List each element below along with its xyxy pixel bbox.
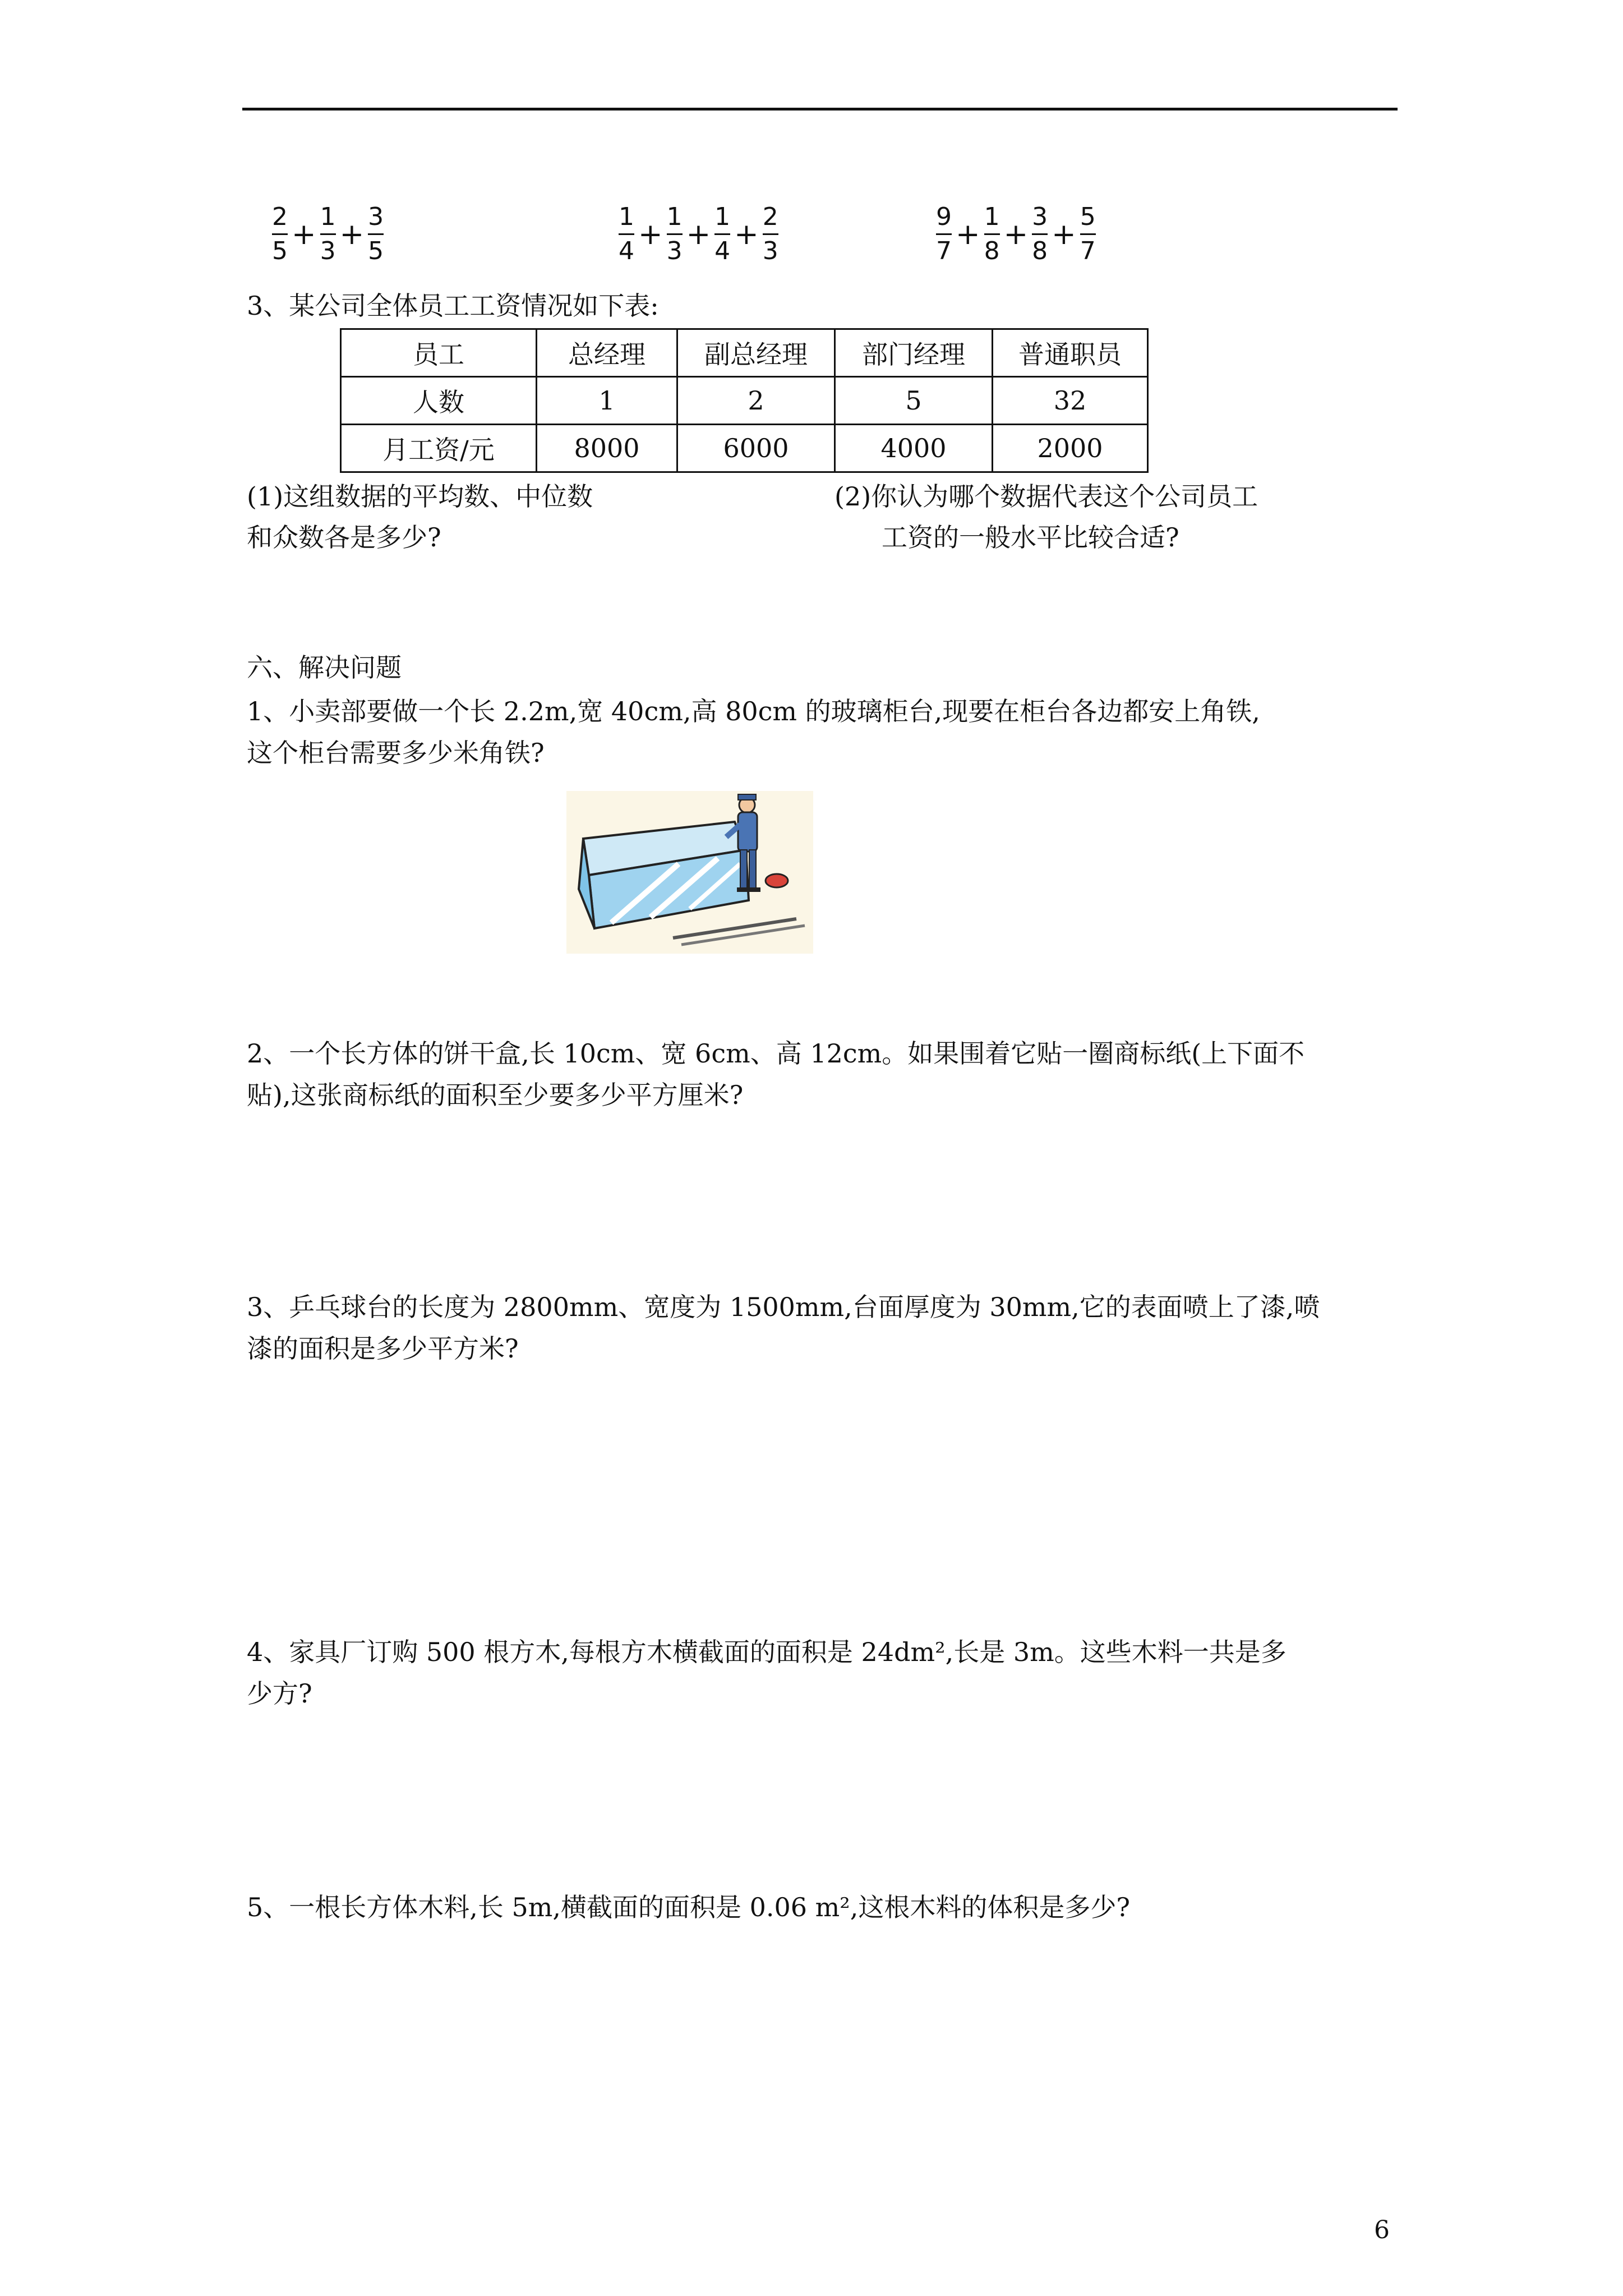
numerator: 1 (666, 203, 683, 231)
plus-sign: + (1003, 217, 1029, 251)
problem-4-line1: 4、家具厂订购 500 根方木,每根方木横截面的面积是 24dm²,长是 3m。这些木料一共是多 (247, 1637, 1287, 1667)
fraction (935, 203, 952, 265)
numerator: 9 (936, 203, 952, 231)
fraction-bar (667, 233, 683, 235)
fraction-bar (984, 233, 1000, 235)
fraction (714, 203, 731, 265)
problem-5-line1: 5、一根长方体木料,长 5m,横截面的面积是 0.06 m²,这根木料的体积是多少? (247, 1892, 1131, 1922)
table-cell: 8000 (537, 425, 677, 472)
denominator: 3 (762, 237, 778, 265)
fraction-bar (936, 233, 952, 235)
question-3-title: 3、某公司全体员工工资情况如下表: (247, 291, 659, 321)
page-number: 6 (1374, 2216, 1390, 2244)
denominator: 7 (936, 237, 952, 265)
fraction-bar (714, 233, 730, 235)
table-header-cell: 部门经理 (835, 329, 993, 377)
problem-2-line2: 贴),这张商标纸的面积至少要多少平方厘米? (247, 1080, 744, 1110)
plus-sign: + (1052, 217, 1076, 251)
plus-sign: + (339, 217, 365, 251)
fraction (1080, 203, 1096, 265)
table-cell: 人数 (341, 377, 537, 425)
plus-sign: + (292, 217, 316, 251)
denominator: 8 (984, 237, 1000, 265)
table-cell: 2000 (993, 425, 1148, 472)
numerator: 5 (1080, 203, 1096, 231)
table-row (341, 425, 1148, 472)
numerator: 1 (320, 203, 336, 231)
fraction-bar (763, 233, 778, 235)
denominator: 7 (1080, 237, 1096, 265)
denominator: 8 (1032, 237, 1048, 265)
table-cell: 6000 (677, 425, 835, 472)
fraction (1031, 203, 1048, 265)
fraction-bar (1032, 233, 1048, 235)
fraction-bar (1080, 233, 1096, 235)
numerator: 1 (619, 203, 634, 231)
fraction-bar (619, 233, 634, 235)
table-cell: 5 (835, 377, 993, 425)
fraction (666, 203, 683, 265)
table-header-cell: 总经理 (537, 329, 677, 377)
fraction (762, 203, 779, 265)
plus-sign: + (956, 217, 980, 251)
numerator: 2 (762, 203, 778, 231)
fraction (984, 203, 1000, 265)
numerator: 3 (368, 203, 384, 231)
table-header-row (341, 329, 1148, 377)
fraction-bar (368, 233, 384, 235)
problem-1-line1: 1、小卖部要做一个长 2.2m,宽 40cm,高 80cm 的玻璃柜台,现要在柜台各边都安上角铁, (247, 696, 1260, 726)
fraction (320, 203, 336, 265)
glass-counter-illustration (566, 791, 813, 954)
fraction-expression-2 (618, 203, 779, 265)
fraction (271, 203, 288, 265)
plus-sign: + (734, 217, 759, 251)
table-header-cell: 员工 (341, 329, 537, 377)
table-cell: 月工资/元 (341, 425, 537, 472)
table-cell: 1 (537, 377, 677, 425)
fraction-expression-1 (271, 203, 384, 265)
fraction-expression-3 (935, 203, 1096, 265)
denominator: 4 (619, 237, 634, 265)
problem-3-line2: 漆的面积是多少平方米? (247, 1333, 519, 1364)
fraction (618, 203, 635, 265)
question-3-sub2-line1: (2)你认为哪个数据代表这个公司员工 (834, 481, 1258, 512)
table-cell: 2 (677, 377, 835, 425)
plus-sign: + (638, 217, 663, 251)
table-cell: 32 (993, 377, 1148, 425)
section-6-title: 六、解决问题 (247, 652, 402, 683)
denominator: 3 (666, 237, 683, 265)
table-cell: 4000 (835, 425, 993, 472)
numerator: 1 (984, 203, 1000, 231)
numerator: 1 (714, 203, 731, 231)
denominator: 5 (368, 237, 384, 265)
header-rule (242, 108, 1398, 111)
table-row (341, 377, 1148, 425)
table-header-cell: 普通职员 (993, 329, 1148, 377)
table-header-cell: 副总经理 (677, 329, 835, 377)
problem-2-line1: 2、一个长方体的饼干盒,长 10cm、宽 6cm、高 12cm。如果围着它贴一圈商标纸(上下面不 (247, 1038, 1305, 1069)
denominator: 4 (714, 237, 731, 265)
question-3-sub1-line2: 和众数各是多少? (247, 522, 441, 553)
question-3-sub1-line1: (1)这组数据的平均数、中位数 (247, 481, 593, 512)
fraction-bar (320, 233, 336, 235)
question-3-sub2-line2: 工资的一般水平比较合适? (882, 522, 1179, 553)
problem-3-line1: 3、乒乓球台的长度为 2800mm、宽度为 1500mm,台面厚度为 30mm,它的表面喷上了漆,喷 (247, 1292, 1320, 1322)
problem-4-line2: 少方? (247, 1678, 312, 1709)
fraction-bar (272, 233, 288, 235)
fraction (367, 203, 384, 265)
plus-sign: + (686, 217, 711, 251)
numerator: 3 (1032, 203, 1048, 231)
salary-table (340, 328, 1149, 473)
denominator: 5 (272, 237, 288, 265)
denominator: 3 (320, 237, 336, 265)
problem-1-line2: 这个柜台需要多少米角铁? (247, 738, 545, 768)
numerator: 2 (272, 203, 288, 231)
